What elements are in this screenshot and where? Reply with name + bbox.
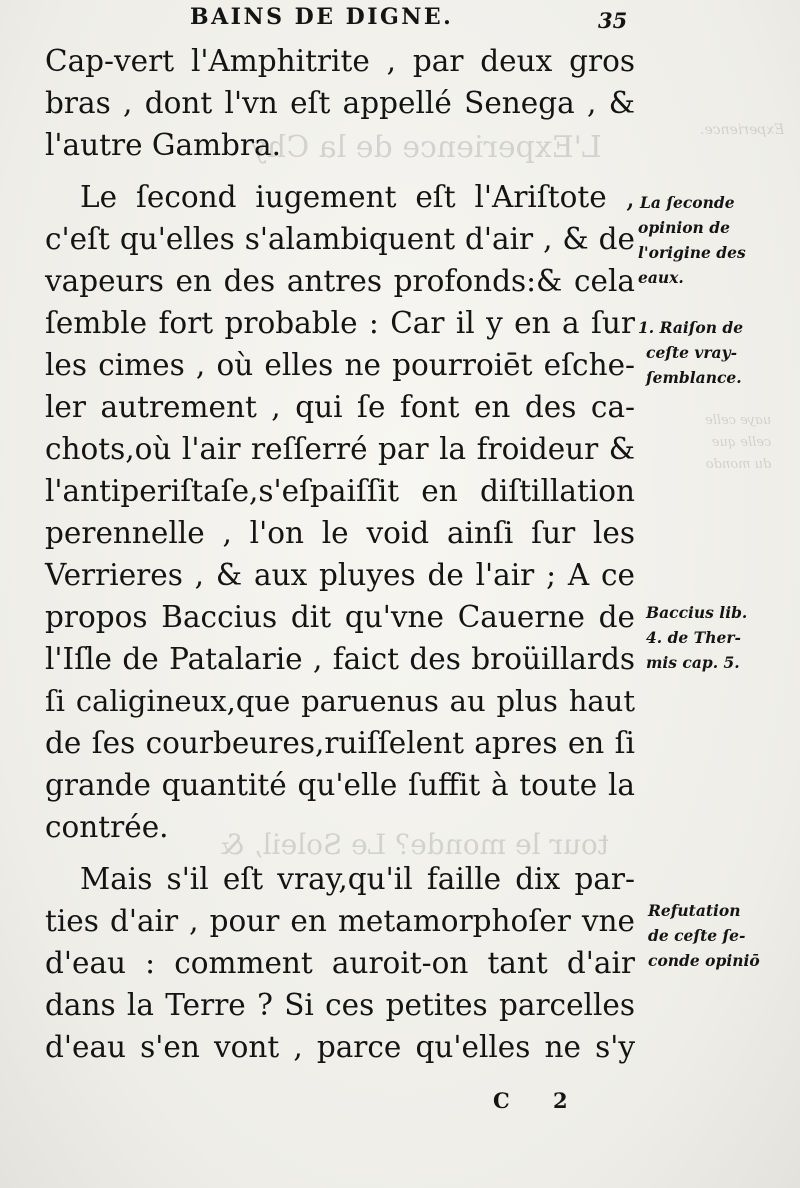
text-line: les cimes , où elles ne pourroiēt eſche- (45, 348, 635, 382)
margin-note-line: de ceſte ſe- (648, 926, 746, 945)
text-line: d'eau : comment auroit-on tant d'air (45, 946, 635, 980)
signature-mark: C 2 (493, 1088, 586, 1113)
text-line: l'Iſle de Patalarie , faict des broüillards (45, 642, 635, 676)
text-line: ties d'air , pour en metamorphoſer vne (45, 904, 635, 938)
text-line: l'autre Gambra. (45, 128, 281, 162)
margin-note-line: ſemblance. (646, 368, 742, 387)
text-line: ſi caligineux,que paruenus au plus haut (45, 684, 635, 718)
body-text (45, 40, 635, 1068)
text-line: chots,où l'air reſſerré par la froideur & (45, 432, 635, 466)
text-line: Le ſecond iugement eſt l'Ariſtote , (80, 180, 635, 214)
margin-note-line: La ſeconde (640, 193, 735, 212)
page-number: 35 (598, 8, 628, 33)
margin-note-line: Baccius lib. (646, 603, 748, 622)
margin-note-line: 1. Raiſon de (638, 318, 744, 337)
margin-note (638, 600, 747, 675)
margin-note-line: eaux. (638, 268, 684, 287)
text-line: bras , dont l'vn eſt appellé Senega , & (45, 86, 635, 120)
text-line: ler autrement , qui ſe font en des ca- (45, 390, 635, 424)
text-line: grande quantité qu'elle ſuffit à toute la (45, 768, 635, 802)
text-line: Mais s'il eſt vray,qu'il faille dix par- (80, 862, 635, 896)
margin-note (638, 315, 743, 390)
text-line: d'eau s'en vont , parce qu'elles ne s'y (45, 1030, 635, 1064)
text-line: l'antiperiſtaſe,s'eſpaiſſit en diſtillation (45, 474, 635, 508)
text-line: Verrieres , & aux pluyes de l'air ; A ce (45, 558, 635, 592)
margin-note-line: ceſte vray- (646, 343, 738, 362)
text-line: perennelle , l'on le void ainſi ſur les (45, 516, 635, 550)
text-line: ſemble fort probable : Car il y en a ſur (45, 306, 635, 340)
margin-note-line: conde opiniō (648, 951, 760, 970)
text-line: Cap-vert l'Amphitrite , par deux gros (45, 44, 635, 78)
margin-note-line: opinion de (638, 218, 730, 237)
text-line: vapeurs en des antres profonds:& cela (45, 264, 635, 298)
margin-note-line: mis cap. 5. (646, 653, 740, 672)
margin-note-line: Refutation (648, 901, 741, 920)
book-page: L'Experience de la Chy tour le monde? Le Soleil, & Experience. uaye celle celle que du mondo BAINS DE DIGNE. 35 Cap-vert l'Amphitrite , par deux gros bras , dont l'vn eſt appellé Senega , & l'autre Gambra. Le ſecond iugement eſt l'Ariſtote , c'eſt qu'elles s'alambiquent d'air , & de vapeurs en des antres profonds:& cela ſemble fort probable : Car il y en a ſur les cimes , où elles ne pourroiēt eſche- ler autrement , qui ſe font en des ca- chots,où l'air reſſerré par la froideur & l'antiperiſtaſe,s'eſpaiſſit en diſtillation perennelle , l'on le void ainſi ſur les Verrieres , & aux pluyes de l'air ; A ce propos Baccius dit qu'vne Cauerne de l'Iſle de Patalarie , faict des broüillards ſi caligineux,que paruenus au plus haut de ſes courbeures,ruiſſelent apres en ſi grande quantité qu'elle ſuffit à toute la contrée. Mais s'il eſt vray,qu'il faille dix par- ties d'air , pour en metamorphoſer vne d'eau : comment auroit-on tant d'air dans la Terre ? Si ces petites parcelles d'eau s'en vont , parce qu'elles ne s'y La ſeconde opinion de l'origine des eaux. 1. Raiſon de ceſte vray- ſemblance. Baccius lib. 4. de Ther- mis cap. 5. Refutation de ceſte ſe- conde opiniō C 2 (0, 0, 800, 1188)
text-line: c'eſt qu'elles s'alambiquent d'air , & de (45, 222, 635, 256)
margin-note (638, 898, 760, 973)
text-line: de ſes courbeures,ruiſſelent apres en ſi (45, 726, 635, 760)
text-line: contrée. (45, 810, 169, 844)
margin-note-line: l'origine des (638, 243, 746, 262)
running-head: BAINS DE DIGNE. (190, 4, 454, 30)
text-line: dans la Terre ? Si ces petites parcelles (45, 988, 635, 1022)
margin-note (638, 190, 746, 290)
margin-note-line: 4. de Ther- (646, 628, 741, 647)
text-line: propos Baccius dit qu'vne Cauerne de (45, 600, 635, 634)
